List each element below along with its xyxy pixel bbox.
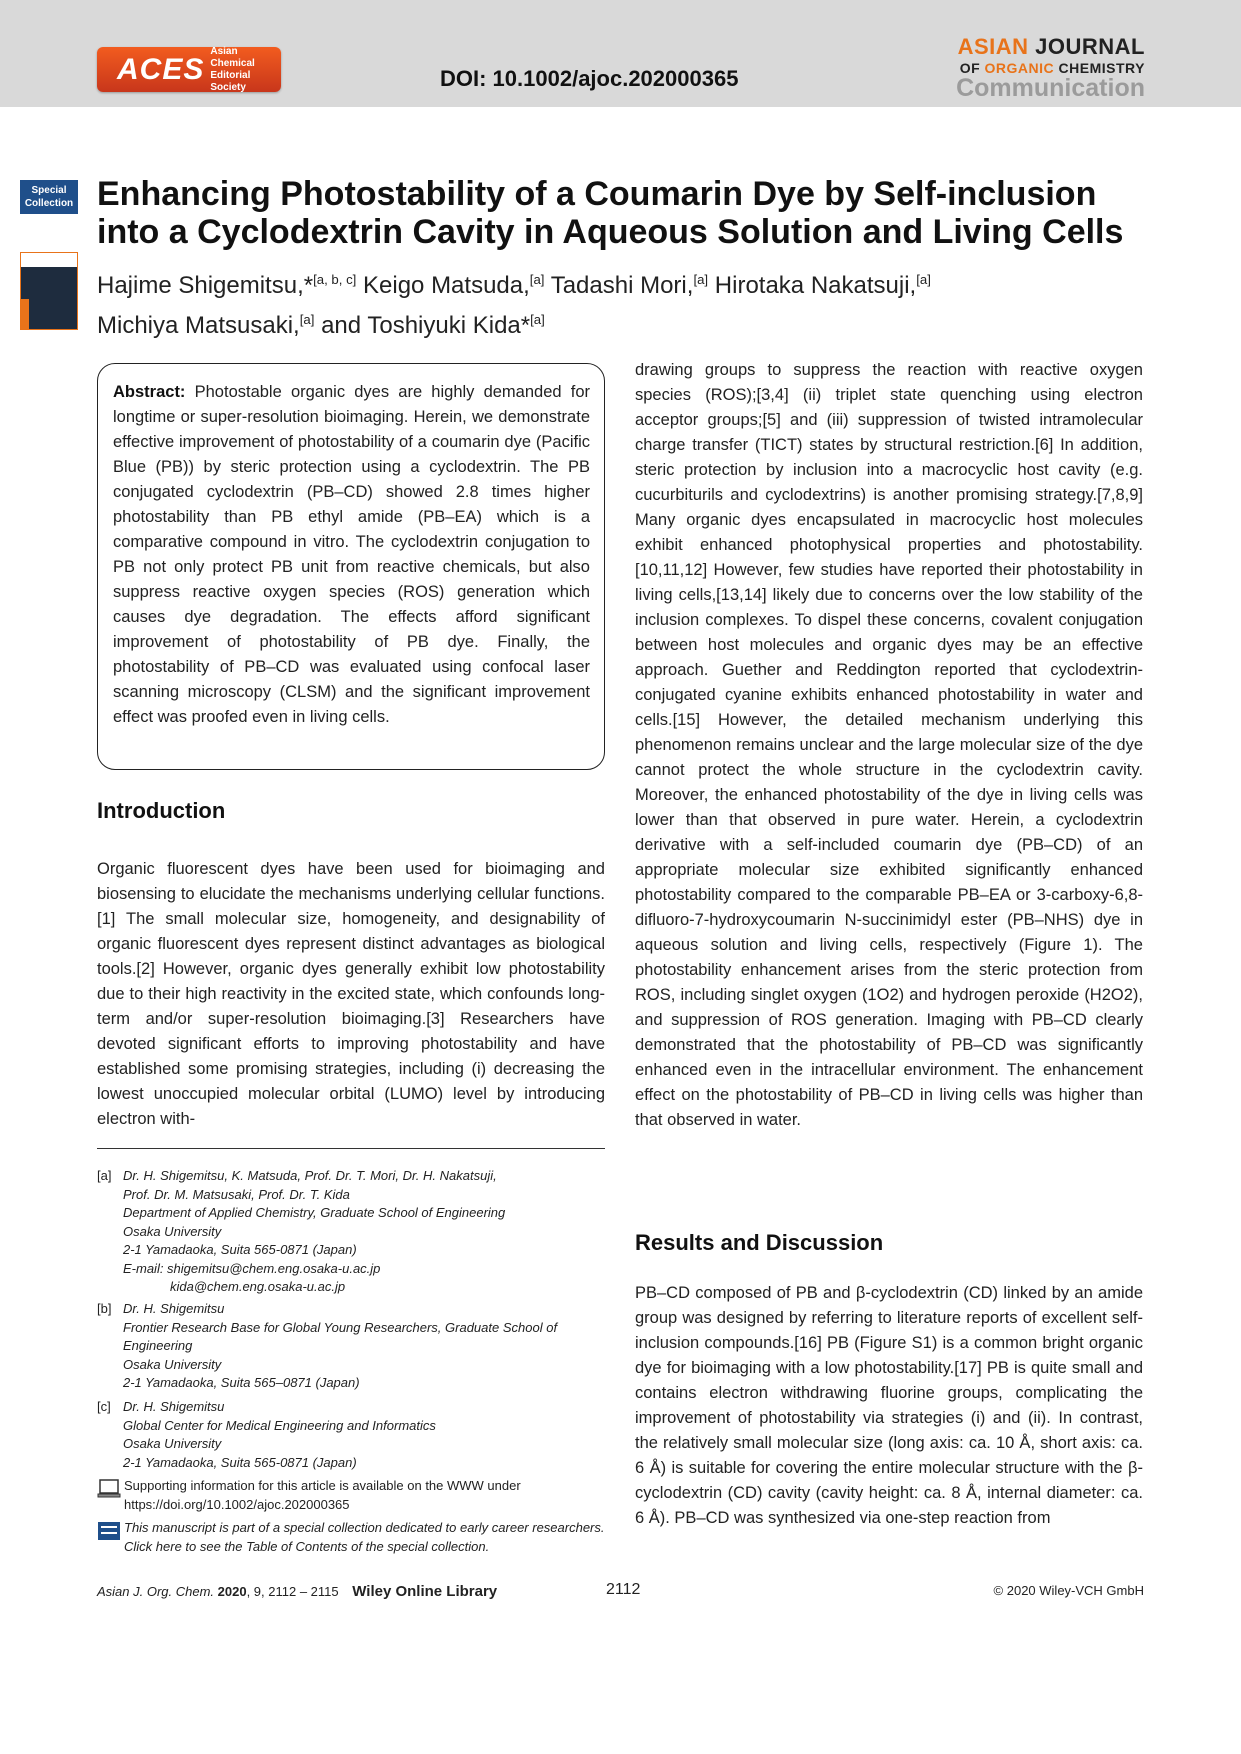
special-collection-icon [97,1521,121,1541]
aces-logo[interactable] [97,47,281,92]
introduction-text: Organic fluorescent dyes have been used for bioimaging and biosensing to elucidate the mechanisms underlying cellular functions.[1] The small molecular size, homogeneity, and designability of organic fluorescent dyes represent distinct advantages as biological tools.[2] However, organic dyes generally exhibit low photostability due to their high reactivity in the excited state, which confounds long-term and/or super-resolution bioimaging.[3] Researchers have devoted significant efforts to improving photostability and have established some promising strategies, including (i) decreasing the lowest unoccupied molecular orbital (LUMO) level by introducing electron with- [97,860,605,1128]
special-collection-badge[interactable]: Special Collection [20,180,78,214]
affiliation-b: [b] Dr. H. Shigemitsu Frontier Research Base for Global Young Researchers, Graduate School of Engineering Osaka University 2-1 Yamadaoka, Suita 565–0871 (Japan) [97,1301,558,1390]
journal-logo: ASIAN JOURNAL OF ORGANIC CHEMISTRY Communication [956,34,1145,102]
right-column-text: drawing groups to suppress the reaction with reactive oxygen species (ROS);[3,4] (ii) triplet state quenching using electron acceptor groups;[5] and (iii) suppression of twisted intramolecular charge transfer (TICT) states by structural restriction.[6] In addition, steric protection by inclusion into a macrocyclic host cavity (e.g. cucurbiturils and cyclodextrins) is another promising strategy.[7,8,9] Many organic dyes encapsulated in macrocyclic host molecules exhibit enhanced photophysical properties and photostability.[10,11,12] However, few studies have reported their photostability in living cells,[13,14] likely due to concerns over the low stability of the inclusion complexes. To dispel these concerns, covalent conjugation between host molecules and organic dyes may be an effective approach. Guether and Reddington reported that cyclodextrin-conjugated cyanine exhibits enhanced photostability in water and cells.[15] However, the detailed mechanism underlying this phenomenon remains unclear and the large molecular size of the dye cannot protect the whole structure in the cyclodextrin cavity. Moreover, the enhanced photostability of the dye in living cells was lower than that observed in pure water. Herein, a cyclodextrin derivative with a self-included coumarin dye (PB–CD) of an appropriate molecular size exhibited significantly enhanced photostability compared to the comparable PB–EA or 3-carboxy-6,8-difluoro-7-hydroxycoumarin N-succinimidyl ester (PB–NHS) dye in aqueous solution and living cells, respectively (Figure 1). The photostability enhancement arises from the steric protection from ROS, including singlet oxygen (1O2) and hydrogen peroxide (H2O2), and suppression of ROS generation. Imaging with PB–CD clearly demonstrated that the photostability of PB–CD was significantly enhanced even in the intracellular environment. The enhancement effect on the photostability of PB–CD in living cells was higher than that observed in water. [635,361,1143,1129]
doi[interactable]: DOI: 10.1002/ajoc.202000365 [440,66,739,91]
results-text: PB–CD composed of PB and β-cyclodextrin (CD) linked by an amide group was designed by referring to literature reports of excellent self-inclusion compounds.[16] PB (Figure S1) is a common bright organic dye for bioimaging with a low photostability.[17] PB is quite small and contains electron withdrawing fluorine groups, complicating the improvement of photostability via strategies (i) and (ii). In contrast, the relatively small molecular size (long axis: ca. 10 Å, short axis: ca. 6 Å) is suitable for covering the entire molecular structure with the β-cyclodextrin (CD) cavity (cavity height: ca. 8 Å, internal diameter: ca. 6 Å). PB–CD was synthesized via one-step reaction from [635,1284,1143,1527]
affiliation-a: [a] Dr. H. Shigemitsu, K. Matsuda, Prof. Dr. T. Mori, Dr. H. Nakatsuji, Prof. Dr. M. Matsusaki, Prof. Dr. T. Kida Department of Applied Chemistry, Graduate School of Engineering Osaka University 2-1 Yamadaoka, Suita 565-0871 (Japan) E-mail: shigemitsu@chem.eng.osaka-u.ac.jp kida@chem.eng.osaka-u.ac.jp [97,1168,506,1294]
computer-icon [97,1479,121,1499]
page-number: 2112 [606,1581,641,1598]
author: Hajime Shigemitsu,* [97,272,314,299]
article-title: Enhancing Photostability of a Coumarin Dye by Self-inclusion into a Cyclodextrin Cavity in Aqueous Solution and Living Cells [97,175,1124,251]
introduction-heading: Introduction [97,798,226,823]
abstract-text: Photostable organic dyes are highly demanded for longtime or super-resolution bioimaging. Herein, we demonstrate effective improvement of photostability of a coumarin dye (Pacific Blue (PB)) by steric protection using a cyclodextrin. The PB conjugated cyclodextrin (PB–CD) showed 2.8 times higher photostability than PB ethyl amide (PB–EA) which is a comparative compound in vitro. The cyclodextrin conjugation to PB not only protect PB unit from reactive chemicals, but also suppress reactive oxygen species (ROS) generation which causes dye degradation. The effects afford significant improvement of photostability of PB dye. Finally, the photostability of PB–CD was evaluated using confocal laser scanning microscopy (CLSM) and the significant improvement effect was proofed even in living cells. [113,383,590,726]
supporting-information-note[interactable]: Supporting information for this article is available on the WWW under https://doi.org/10.1002/ajoc.202000365 [97,1477,605,1514]
article-type: Communication [956,74,1145,102]
copyright: © 2020 Wiley-VCH GmbH [993,1583,1144,1598]
affiliation-c: [c] Dr. H. Shigemitsu Global Center for Medical Engineering and Informatics Osaka University 2-1 Yamadaoka, Suita 565-0871 (Japan) [97,1399,436,1470]
aces-logo-word: ACES [117,52,205,86]
abstract-label: Abstract: [113,383,186,401]
special-collection-note[interactable]: This manuscript is part of a special collection dedicated to early career researchers. Click here to see the Table of Contents of the special collection. [97,1519,605,1556]
footer-citation: Asian J. Org. Chem. 2020, 9, 2112 – 2115 Wiley Online Library [97,1583,498,1600]
author: Hirotaka Nakatsuji, [714,272,917,299]
author: Tadashi Mori, [550,272,694,299]
page-header [0,0,1241,107]
author: and Toshiyuki Kida* [321,312,531,339]
footnote-divider [97,1148,605,1149]
abstract-box [97,363,605,770]
author-list: Hajime Shigemitsu,*[a, b, c] Keigo Matsuda,[a] Tadashi Mori,[a] Hirotaka Nakatsuji,[a] Michiya Matsusaki,[a] and Toshiyuki Kida*[a] [97,272,931,339]
wiley-online-library-link[interactable]: Wiley Online Library [352,1583,498,1600]
aces-logo-subtitle: Asian Chemical Editorial Society [210,45,255,93]
results-heading: Results and Discussion [635,1230,884,1255]
journal-cover-thumbnail[interactable] [20,252,78,330]
author: Michiya Matsusaki, [97,312,300,339]
author: Keigo Matsuda, [363,272,530,299]
